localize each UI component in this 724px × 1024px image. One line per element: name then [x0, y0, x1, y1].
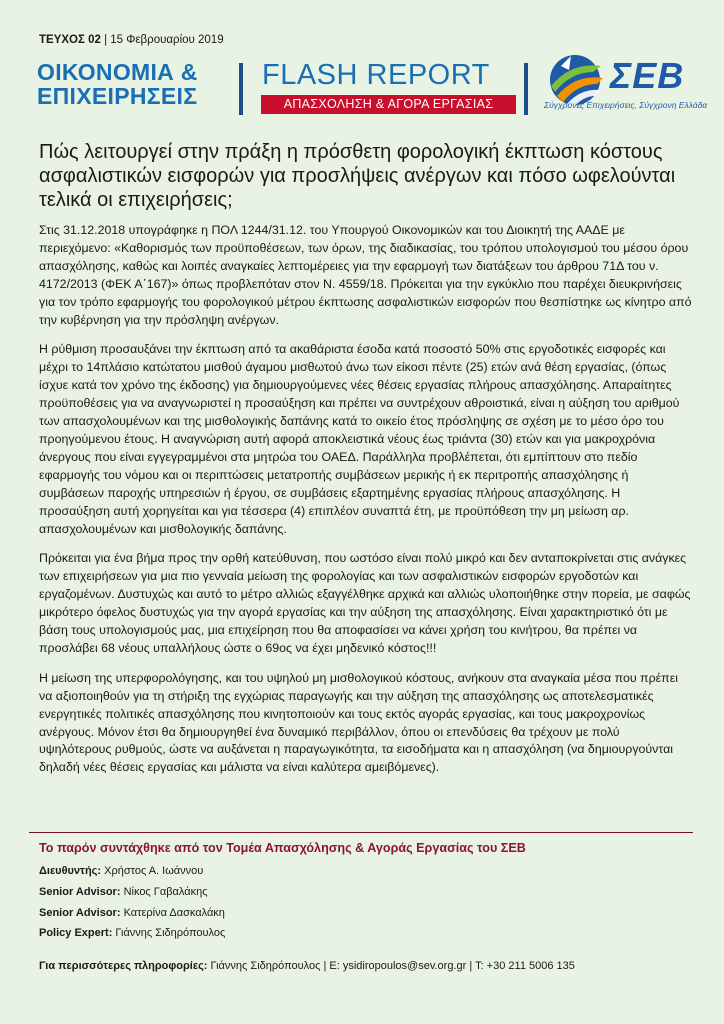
paragraph-4: Η μείωση της υπερφορολόγησης, και του υψηλού μη μισθολογικού κόστους, ανήκουν στα αναγκαία μέσα που πρέπει να αξιοποιηθούν για τη στήριξη της εγχώριας παραγωγής και την αύξηση της απασχόλησης ως αποτελεσματικές ενεργητικές πολιτικές απασχόλησης που κινητοποιούν και τους εκτός αγοράς εργασίας, και τους μακροχρονίως ανέργους. Μόνον έτσι θα δημιουργηθεί ένα δυναμικό περιβάλλον, όπου οι επενδύσεις θα τρέχουν με πολύ υψηλότερους ρυθμούς, ώστε να αυξάνεται η παραγωγικότητα, τα εισοδήματα και η απασχόληση (να δημιουργούνται δηλαδή νέες θέσεις εργασίας και μάλιστα να είναι καλύτερα αμειβόμενες).	[39, 670, 678, 775]
footer-contact-value: Γιάννης Σιδηρόπουλος | E: ysidiropoulos@sev.org.gr | T: +30 211 5006 135	[210, 960, 575, 972]
footer-row-label: Senior Advisor:	[39, 886, 121, 898]
paragraph-2: Η ρύθμιση προσαυξάνει την έκπτωση από τα ακαθάριστα έσοδα κατά ποσοστό 50% στις εργοδοτικές εισφορές και μέχρι το 14πλάσιο κατώτατου μισθού άγαμου μισθωτού άνω των είκοσι πέντε (25) ετών ανά θέση εργασίας, (όπως ίσχυε κατά τον χρόνο της έκδοσης) για δημιουργούμενες νέες θέσεις εργασίας πλήρους απασχόλησης. Απαραίτητες προϋποθέσεις για να αναγνωριστεί η προσαύξηση και πρέπει να συντρέχουν αθροιστικά, είναι η αύξηση του αριθμού των απασχολουμένων και της μισθολογικής δαπάνης κατά το οικείο έτος πρόσληψης σε σχέση με το μέσο όρο του προηγούμενου έτους. Η αναγνώριση αυτή αφορά αποκλειστικά νέους έως τριάντα (30) ετών και για μακροχρόνια άνεργους που είναι εγγεγραμμένοι στα μητρώα του ΟΑΕΔ. Παράλληλα προβλέπεται, ότι εμπίπτουν στο πεδίο εφαρμογής του νόμου και οι περιπτώσεις μετατροπής συμβάσεων μερικής ή εκ περιτροπής απασχόλησης ή συμβάσεων παροχής υπηρεσιών ή έργου, σε συμβάσεις εξαρτημένης εργασίας πλήρους απασχόλησης. Η προσαύξηση αυτή χορηγείται και για τέσσερα (4) επιπλέον συναπτά έτη, με προϋπόθεση την μη μείωση αρ. απασχολουμένων και μισθολογικής δαπάνης.	[39, 342, 680, 536]
section-title	[37, 60, 198, 108]
section-title-line1: ΟΙΚΟΝΟΜΙΑ &	[37, 59, 198, 85]
paragraph-1: Στις 31.12.2018 υπογράφηκε η ΠΟΛ 1244/31.12. του Υπουργού Οικονομικών και του Διοικητή της ΑΑΔΕ με περιεχόμενο: «Καθορισμός των προϋποθέσεων, των όρων, της διαδικασίας, του τρόπου υπολογισμού του μέσου όρου απασχόλησης, καθώς και λοιπές αναγκαίες λεπτομέρειες για την εφαρμογή των διατάξεων του άρθρου 71Δ του ν. 4172/2013 (ΦΕΚ Α΄167)» όπως προβλεπόταν στον Ν. 4559/18. Πρόκειται για την εγκύκλιο που παρέχει διευκρινήσεις για τον τρόπο εφαρμογής του φορολογικού μέτρου έκπτωσης ασφαλιστικών εισφορών που θεσπίστηκε ως κίνητρο από την κυβέρνηση για την πρόσληψη ανέργων.	[39, 223, 692, 327]
footer-row-policy-expert	[39, 927, 225, 939]
footer-row-value: Νίκος Γαβαλάκης	[123, 886, 208, 898]
article-body	[39, 222, 693, 789]
footer-row-label: Policy Expert:	[39, 927, 113, 939]
sev-logo-tagline: Σύγχρονες Επιχειρήσεις, Σύγχρονη Ελλάδα	[544, 100, 708, 110]
footer-row-value: Κατερίνα Δασκαλάκη	[123, 907, 225, 919]
section-title-line2: ΕΠΙΧΕΙΡΗΣΕΙΣ	[37, 83, 198, 109]
footer-box	[29, 832, 693, 990]
footer-row-director	[39, 865, 203, 877]
issue-date: | 15 Φεβρουαρίου 2019	[104, 34, 224, 46]
paragraph-3: Πρόκειται για ένα βήμα προς την ορθή κατεύθυνση, που ωστόσο είναι πολύ μικρό και δεν ανταποκρίνεται στις ανάγκες των επιχειρήσεων για μια πιο γενναία μείωση της φορολογίας και των ασφαλιστικών εισφορών εργοδοτών και εργαζομένων. Δυστυχώς και αυτό το μέτρο αλλιώς εξαγγέλθηκε αρχικά και αλλιώς υλοποιήθηκε στην πορεία, με σαφώς μικρότερο όφελος δυστυχώς για την αγορά εργασίας και την αύξηση της απασχόλησης. Είναι χαρακτηριστικό ότι με βάση τους υπολογισμούς μας, μια επιχείρηση που θα αποφασίσει να κάνει χρήση του κινήτρου, θα πρέπει να προσλάβει 68 νέους υπαλλήλους ώστε ο 69ος να έχει μηδενικό κόστος!!!	[39, 551, 691, 655]
flash-report-title: FLASH REPORT	[262, 59, 490, 91]
divider-right	[524, 63, 528, 115]
footer-contact-label: Για περισσότερες πληροφορίες:	[39, 960, 208, 972]
sev-logo-text: ΣΕΒ	[610, 55, 685, 96]
footer-row-label: Διευθυντής:	[39, 865, 102, 877]
footer-row-label: Senior Advisor:	[39, 907, 121, 919]
footer-row-senior-advisor-1	[39, 886, 208, 898]
issue-line	[39, 34, 224, 46]
footer-row-value: Γιάννης Σιδηρόπουλος	[115, 927, 226, 939]
footer-title: Το παρόν συντάχθηκε από τον Τομέα Απασχόλησης & Αγοράς Εργασίας του ΣΕΒ	[39, 841, 526, 855]
footer-row-senior-advisor-2	[39, 907, 225, 919]
article-title: Πώς λειτουργεί στην πράξη η πρόσθετη φορολογική έκπτωση κόστους ασφαλιστικών εισφορών για προσλήψεις ανέργων και πόσο ωφελούνται τελικά οι επιχειρήσεις;	[39, 141, 676, 211]
footer-row-value: Χρήστος Α. Ιωάννου	[104, 865, 204, 877]
flash-report-subtitle: ΑΠΑΣΧΟΛΗΣΗ & ΑΓΟΡΑ ΕΡΓΑΣΙΑΣ	[261, 95, 516, 114]
footer-contact	[39, 960, 575, 972]
issue-label: ΤΕΥΧΟΣ 02	[39, 34, 101, 46]
divider-left	[239, 63, 243, 115]
